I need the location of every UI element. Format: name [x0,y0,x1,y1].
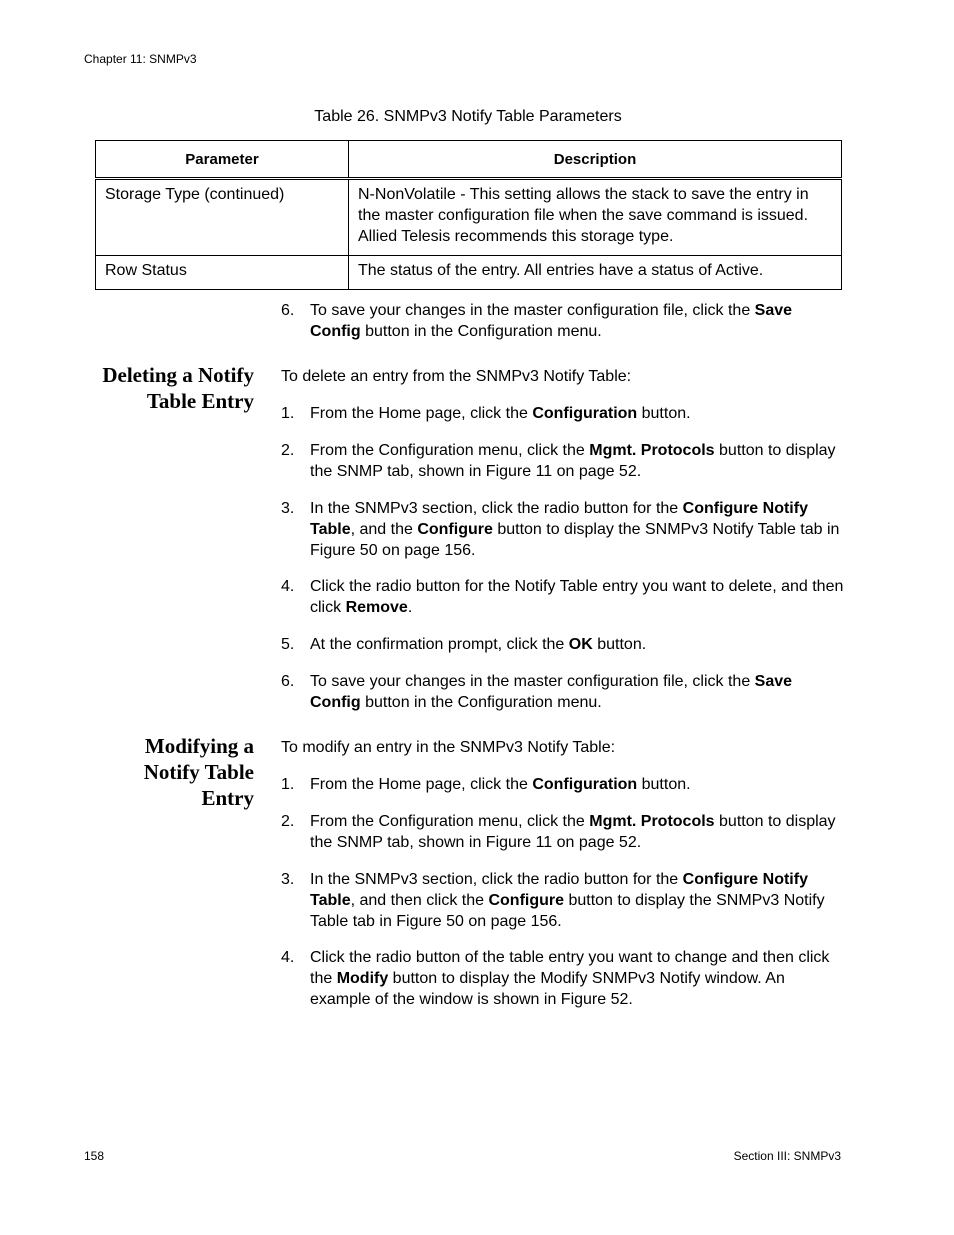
step-number: 6. [281,673,295,690]
table-caption: Table 26. SNMPv3 Notify Table Parameters [314,108,622,125]
step-text: From the Home page, click the Configuration button. [310,776,691,793]
list-item [281,869,846,932]
step-number: 3. [281,500,295,517]
step-text: To save your changes in the master configuration file, click the Save Config button in the Configuration menu. [310,302,793,340]
list-item [281,498,846,561]
parameter-cell: Storage Type (continued) [96,179,349,256]
section-heading-modify: Modifying a Notify Table Entry [143,734,254,810]
step-number: 4. [281,578,295,595]
step-number: 1. [281,776,295,793]
step-text: At the confirmation prompt, click the OK button. [310,636,647,653]
step-number: 1. [281,405,295,422]
step-number: 6. [281,302,295,319]
column-header-description: Description [349,141,842,179]
step-number: 2. [281,442,295,459]
step-number: 4. [281,949,295,966]
step-text: Click the radio button for the Notify Table entry you want to delete, and then click Remove. [310,578,844,616]
description-cell: N-NonVolatile - This setting allows the stack to save the entry in the master configuration file when the save command is issued. Allied Telesis recommends this storage type. [349,179,842,256]
table-row [96,256,842,290]
list-item [281,947,846,1010]
parameters-table [95,140,842,290]
section-footer: Section III: SNMPv3 [733,1149,841,1163]
description-cell: The status of the entry. All entries have a status of Active. [349,256,842,290]
step-text: From the Home page, click the Configuration button. [310,405,691,422]
list-item [281,576,846,618]
list-item [281,671,846,713]
list-item [281,774,846,795]
table-row [96,179,842,256]
step-number: 5. [281,636,295,653]
step-text: In the SNMPv3 section, click the radio button for the Configure Notify Table, and the Configure button to display the SNMPv3 Notify Table tab in Figure 50 on page 156. [310,500,840,559]
step-number: 3. [281,871,295,888]
list-item [281,440,846,482]
step-text: From the Configuration menu, click the Mgmt. Protocols button to display the SNMP tab, shown in Figure 11 on page 52. [310,442,836,480]
chapter-header: Chapter 11: SNMPv3 [84,52,197,66]
column-header-parameter: Parameter [96,141,349,179]
step-number: 2. [281,813,295,830]
section-heading-delete: Deleting a Notify Table Entry [102,363,254,413]
step-text: Click the radio button of the table entry you want to change and then click the Modify button to display the Modify SNMPv3 Notify window. An example of the window is shown in Figure 52. [310,949,830,1008]
page-number: 158 [84,1149,105,1163]
step-text: To save your changes in the master configuration file, click the Save Config button in the Configuration menu. [310,673,793,711]
step-text: In the SNMPv3 section, click the radio button for the Configure Notify Table, and then click the Configure button to display the SNMPv3 Notify Table tab in Figure 50 on page 156. [310,871,825,930]
table-header-row [96,141,842,179]
list-item [281,403,846,424]
list-item [281,300,846,342]
parameter-cell: Row Status [96,256,349,290]
section-intro: To modify an entry in the SNMPv3 Notify Table: [281,739,616,756]
step-text: From the Configuration menu, click the Mgmt. Protocols button to display the SNMP tab, shown in Figure 11 on page 52. [310,813,836,851]
list-item [281,634,846,655]
section-intro: To delete an entry from the SNMPv3 Notify Table: [281,368,632,385]
list-item [281,811,846,853]
